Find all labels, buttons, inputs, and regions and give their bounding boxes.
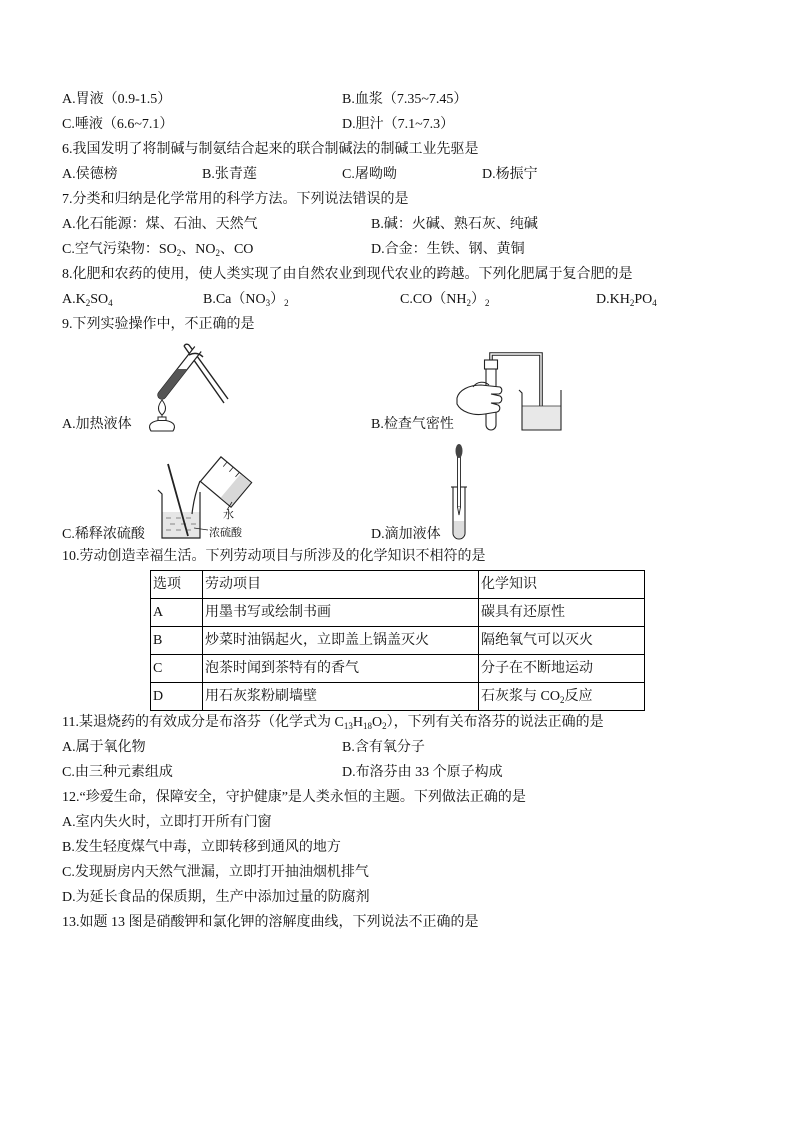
dropper-stem (458, 457, 461, 507)
subscript: 2 (215, 248, 220, 258)
figure-label-water: 水 (223, 509, 234, 521)
q6-option-d: D.杨振宁 (482, 167, 538, 182)
beaker-water (523, 406, 561, 430)
dropper-bulb (456, 444, 463, 458)
q9-option-c: C.稀释浓硫酸 (62, 527, 145, 542)
stem-text: ），下列有关布洛芬的说法正确的是 (386, 715, 604, 730)
table-row (151, 683, 645, 711)
formula-text: A.K (62, 292, 86, 307)
subscript: 2 (485, 298, 490, 308)
formula-text: ） (471, 292, 486, 307)
cell-text: 反应 (564, 688, 593, 704)
formula-text: PO (634, 292, 653, 307)
formula-text: ） (270, 292, 285, 307)
cell-option: C (151, 655, 203, 683)
subscript: 2 (629, 298, 635, 308)
q11-option-b: B.含有氧分子 (342, 740, 425, 755)
stem-text: 11.某退烧药的有效成分是布洛芬（化学式为 C (62, 715, 344, 730)
q7-stem: 7.分类和归纳是化学常用的科学方法。下列说法错误的是 (62, 192, 409, 207)
cell-labor-item: 泡茶时闻到茶特有的香气 (203, 655, 479, 683)
cell-option: A (151, 599, 203, 627)
formula-text: SO (90, 292, 109, 307)
subscript: 13 (343, 721, 353, 731)
q5-option-c: C.唾液（6.6~7.1） (62, 117, 174, 132)
q5-option-b: B.血浆（7.35~7.45） (342, 92, 468, 107)
measuring-cup (200, 457, 251, 507)
cell-option: B (151, 627, 203, 655)
q7-option-a: A.化石能源：煤、石油、天然气 (62, 217, 258, 232)
q11-stem (62, 714, 604, 732)
cell-knowledge (479, 683, 645, 711)
q12-option-d: D.为延长食品的保质期，生产中添加过量的防腐剂 (62, 890, 370, 905)
cell-labor-item: 用墨书写或绘制书画 (203, 599, 479, 627)
q12-stem: 12.“珍爱生命，保障安全，守护健康”是人类永恒的主题。下列做法正确的是 (62, 790, 526, 805)
q6-option-b: B.张青莲 (202, 167, 257, 182)
pouring-stream (192, 481, 200, 514)
q12-option-b: B.发生轻度煤气中毒，立即转移到通风的地方 (62, 840, 341, 855)
option-text: C.空气污染物：SO (62, 242, 177, 257)
rubber-stopper (485, 360, 498, 369)
q8-option-a (62, 291, 113, 309)
q8-stem: 8.化肥和农药的使用，使人类实现了由自然农业到现代农业的跨越。下列化肥属于复合肥的是 (62, 267, 633, 282)
q10-table (150, 570, 645, 711)
cell-labor-item: 用石灰浆粉刷墙壁 (203, 683, 479, 711)
cell-option: D (151, 683, 203, 711)
q9-option-d: D.滴加液体 (371, 527, 441, 542)
q12-option-a: A.室内失火时，立即打开所有门窗 (62, 815, 272, 830)
formula-text: B.Ca（NO (203, 292, 266, 307)
subscript: 2 (382, 721, 387, 731)
q11-option-c: C.由三种元素组成 (62, 765, 173, 780)
subscript: 2 (85, 298, 91, 308)
tube-liquid (158, 369, 188, 399)
table-row (151, 599, 645, 627)
formula-text: C.CO（NH (400, 292, 467, 307)
tube-liquid (454, 521, 465, 538)
q5-option-d: D.胆汁（7.1~7.3） (342, 117, 455, 132)
alcohol-lamp (150, 421, 175, 432)
q9-option-a: A.加热液体 (62, 417, 132, 432)
stem-text: H (352, 715, 363, 730)
q13-stem: 13.如题 13 图是硝酸钾和氯化钾的溶解度曲线，下列说法不正确的是 (62, 915, 479, 930)
figure-dropping-liquid (440, 443, 480, 543)
cell-knowledge: 碳具有还原性 (479, 599, 645, 627)
subscript: 2 (466, 298, 472, 308)
q11-option-d: D.布洛芬由 33 个原子构成 (342, 765, 503, 780)
subscript: 2 (176, 248, 182, 258)
flame (159, 400, 166, 415)
q7-option-b: B.碱：火碱、熟石灰、纯碱 (371, 217, 538, 232)
figure-heating-liquid (140, 343, 235, 435)
subscript: 3 (265, 298, 271, 308)
table-row (151, 627, 645, 655)
subscript: 2 (559, 694, 565, 705)
subscript: 2 (284, 298, 289, 308)
q9-stem: 9.下列实验操作中，不正确的是 (62, 317, 255, 332)
option-text: 、NO (181, 242, 216, 257)
q7-option-d: D.合金：生铁、钢、黄铜 (371, 242, 525, 257)
q10-stem: 10.劳动创造幸福生活。下列劳动项目与所涉及的化学知识不相符的是 (62, 549, 486, 564)
stem-text: O (371, 715, 383, 730)
header-cell: 化学知识 (479, 571, 645, 599)
q8-option-b (203, 291, 289, 309)
q8-option-d (596, 291, 657, 309)
cell-knowledge: 隔绝氧气可以灭火 (479, 627, 645, 655)
cell-knowledge: 分子在不断地运动 (479, 655, 645, 683)
q9-option-b: B.检查气密性 (371, 417, 454, 432)
q6-stem: 6.我国发明了将制碱与制氨结合起来的联合制碱法的制碱工业先驱是 (62, 142, 479, 157)
formula-text: D.KH (596, 292, 630, 307)
subscript: 4 (652, 298, 657, 308)
table-row (151, 655, 645, 683)
q12-option-c: C.发现厨房内天然气泄漏，立即打开抽油烟机排气 (62, 865, 369, 880)
cell-text: 石灰浆与 CO (481, 688, 560, 704)
q7-option-c (62, 241, 253, 259)
q11-option-a: A.属于氧化物 (62, 740, 146, 755)
figure-label-acid: 浓硫酸 (209, 527, 242, 539)
q5-option-a: A.胃液（0.9-1.5） (62, 92, 172, 107)
figure-airtightness-check (455, 352, 565, 434)
q8-option-c (400, 291, 490, 309)
header-cell: 劳动项目 (203, 571, 479, 599)
cell-labor-item: 炒菜时油锅起火，立即盖上锅盖灭火 (203, 627, 479, 655)
q6-option-c: C.屠呦呦 (342, 167, 397, 182)
header-cell: 选项 (151, 571, 203, 599)
q6-option-a: A.侯德榜 (62, 167, 118, 182)
hand (457, 385, 502, 415)
beaker-liquid (163, 512, 200, 538)
subscript: 4 (108, 298, 113, 308)
subscript: 18 (362, 721, 372, 731)
table-header-row (151, 571, 645, 599)
option-text: 、CO (219, 242, 254, 257)
